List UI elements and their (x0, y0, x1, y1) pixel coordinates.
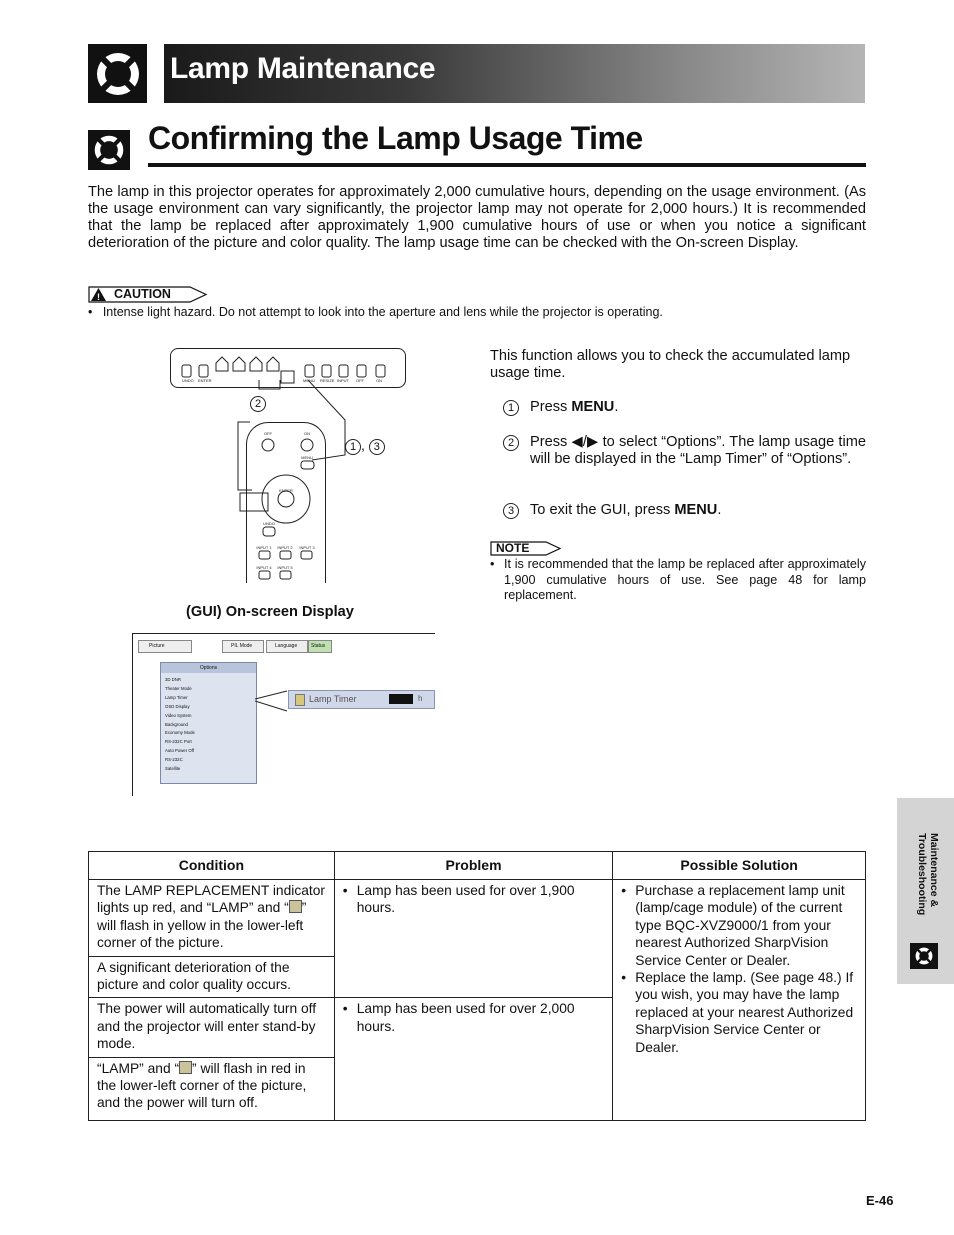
section-rule (148, 163, 866, 167)
gui-menu-item: Background (165, 721, 188, 727)
gui-tab-status: Status (308, 640, 332, 653)
lead-text: This function allows you to check the accumulated lamp usage time. (490, 348, 851, 381)
table-header: Condition (89, 852, 335, 880)
svg-text:UNDO: UNDO (182, 378, 194, 383)
condition-cell: A significant deterioration of the picture and color quality occurs. (89, 956, 335, 998)
gui-tabs (138, 640, 338, 654)
svg-text:ON: ON (376, 378, 382, 383)
problem-cell: • Lamp has been used for over 2,000 hours. (334, 998, 613, 1120)
svg-text:MENU: MENU (301, 455, 313, 460)
gui-menu-item: Satellite (165, 766, 181, 772)
table-header: Problem (334, 852, 613, 880)
page-title: Lamp Maintenance (170, 52, 436, 85)
solution-cell: • Purchase a replacement lamp unit (lamp/cage module) of the current type BQC-XVZ9000/1 from your nearest Authorized SharpVision Service Center or Dealer. • Replace the lamp. (See page 48.) If you wish, you may have the lamp replaced at your nearest Authorized SharpVision Service Center or Dealer. (613, 880, 866, 1121)
svg-text:INPUT 2: INPUT 2 (277, 545, 293, 550)
callout-2: 2 (250, 396, 266, 412)
intro-paragraph: The lamp in this projector operates for approximately 2,000 cumulative hours, depending on the usage environment. (As the usage environment can vary significantly, the projector lamp may not operate for 2,000 hours.) It is recommended that the lamp be replaced after approximately 1,900 cumulative hours of use or when you notice a significant deterioration of the picture and color quality. The lamp usage time can be checked with the On-screen Display. (88, 184, 866, 251)
lamp-section-icon (88, 44, 147, 103)
right-column (490, 348, 866, 382)
gui-tab-language: Language (266, 640, 308, 653)
lamp-icon (289, 900, 302, 913)
gui-menu-item: OSD Display (165, 703, 190, 709)
gui-label: (GUI) On-screen Display (186, 604, 354, 620)
gui-menu-item: RS-232C Port (165, 739, 192, 745)
note-text: • It is recommended that the lamp be replaced after approximately 1,900 cumulative hours of use. See page 48 for lamp replacement. (490, 557, 866, 602)
svg-text:INPUT: INPUT (337, 378, 349, 383)
svg-text:!: ! (97, 292, 100, 302)
page-number: E-46 (866, 1193, 894, 1208)
svg-text:ENTER: ENTER (279, 488, 293, 493)
table-header: Possible Solution (613, 852, 866, 880)
gui-tab-pil-mode: PIL Mode (222, 640, 264, 653)
gui-lamp-timer-zoom: Lamp Timer h (288, 690, 435, 709)
callout-lines (230, 360, 360, 520)
caution-text: • Intense light hazard. Do not attempt to look into the aperture and lens while the projector is operating. (88, 305, 663, 319)
lamp-icon (93, 49, 143, 99)
svg-text:OFF: OFF (356, 378, 364, 383)
note-label: NOTE (490, 541, 562, 561)
lamp-status-table (88, 851, 866, 1121)
gui-menu-item: Auto Power Off (165, 748, 195, 754)
svg-text:INPUT 5: INPUT 5 (277, 565, 293, 570)
callout-1-3: 1 , 3 (345, 437, 385, 455)
gui-tab-picture: Picture (138, 640, 192, 653)
lamp-timer-value (389, 694, 413, 704)
svg-text:INPUT 3: INPUT 3 (299, 545, 315, 550)
gui-menu-item: Theater Mode (165, 685, 192, 691)
gui-options-menu (160, 662, 257, 784)
gui-menu-title: Options (161, 663, 256, 673)
lamp-icon (295, 694, 305, 706)
gui-menu-item: RS-232C (165, 757, 183, 763)
condition-cell: The LAMP REPLACEMENT indicator lights up red, and “LAMP” and “ ” will flash in yellow in the lower-left corner of the picture. (89, 880, 335, 957)
gui-menu-item: Video System (165, 712, 192, 718)
lamp-icon (179, 1061, 192, 1074)
svg-text:OFF: OFF (264, 431, 272, 436)
condition-cell: “LAMP” and “ ” will flash in red in the lower-left corner of the picture, and the power will turn off. (89, 1057, 335, 1120)
svg-text:ON: ON (304, 431, 310, 436)
caution-label: ! CAUTION (88, 286, 208, 303)
lamp-icon (91, 133, 127, 167)
svg-text:ENTER: ENTER (198, 378, 212, 383)
section-title: Confirming the Lamp Usage Time (148, 120, 643, 156)
condition-cell: The power will automatically turn off and the projector will enter stand-by mode. (89, 998, 335, 1057)
gui-menu-item: Economy Mode (165, 730, 195, 736)
svg-text:RESIZE: RESIZE (320, 378, 335, 383)
gui-menu-items (161, 673, 256, 777)
svg-text:MENU: MENU (303, 378, 315, 383)
section-icon (88, 130, 130, 170)
gui-menu-item: 3D DNR (165, 677, 181, 682)
side-tab-text: Maintenance & Troubleshooting (916, 833, 940, 916)
svg-text:UNDO: UNDO (263, 521, 275, 526)
svg-text:INPUT 4: INPUT 4 (256, 565, 272, 570)
problem-cell: • Lamp has been used for over 1,900 hours. (334, 880, 613, 998)
gui-menu-item: Lamp Timer (165, 694, 188, 700)
svg-text:INPUT 1: INPUT 1 (256, 545, 272, 550)
table-row (89, 880, 866, 957)
